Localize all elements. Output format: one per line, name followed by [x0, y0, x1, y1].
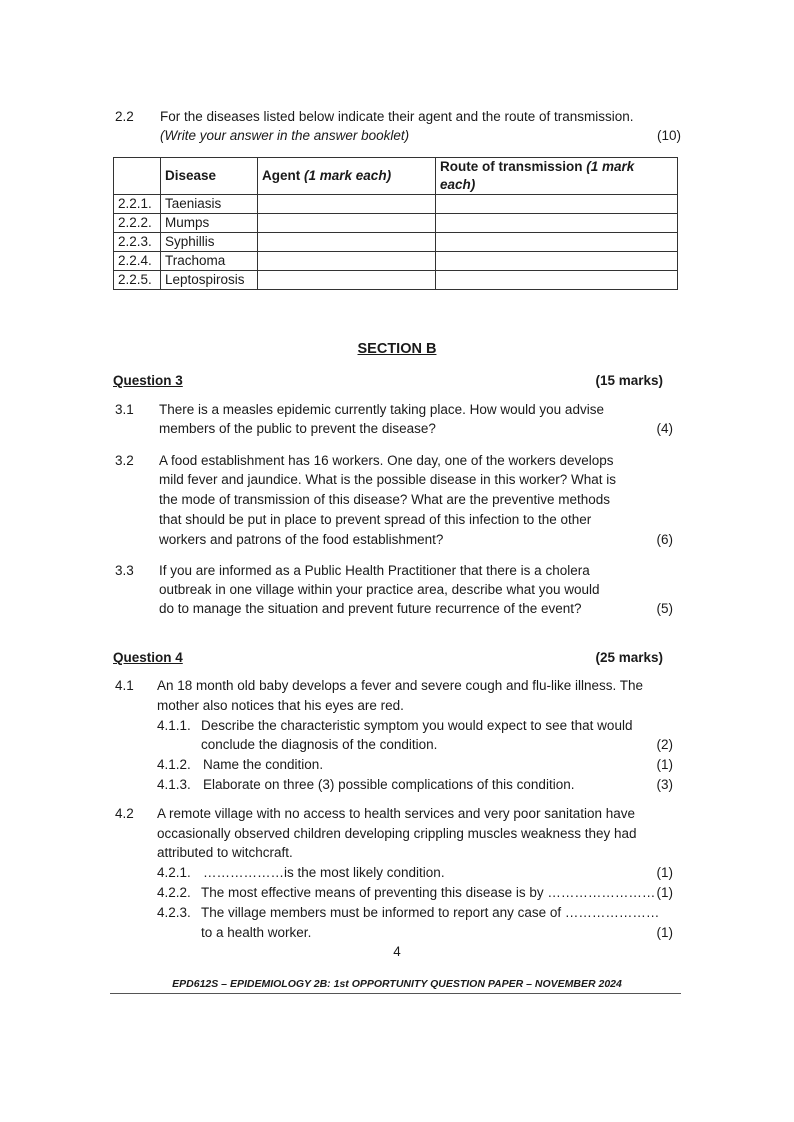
item-marks: (5) [656, 601, 673, 616]
header-agent-note: (1 mark each) [304, 168, 392, 183]
table-row [114, 195, 678, 214]
item-text: If you are informed as a Public Health Practitioner that there is a cholera [159, 563, 590, 578]
row-disease: Taeniasis [161, 195, 258, 214]
sub-text: Name the condition. [203, 757, 324, 772]
item-text: There is a measles epidemic currently taking place. How would you advise [159, 402, 604, 417]
page-number: 4 [393, 944, 401, 959]
header-disease: Disease [161, 158, 258, 195]
agent-cell [258, 271, 436, 290]
sub-number: 4.1.1. [157, 718, 191, 733]
sub-marks: (1) [656, 885, 673, 900]
sub-marks: (1) [656, 865, 673, 880]
sub-text: The village members must be informed to report any case of ………………… [201, 905, 660, 920]
header-route [436, 158, 678, 195]
sub-text: Elaborate on three (3) possible complications of this condition. [203, 777, 575, 792]
marks: (10) [656, 128, 681, 143]
route-cell [436, 233, 678, 252]
row-disease: Mumps [161, 214, 258, 233]
item-marks: (4) [656, 421, 673, 436]
item-text: attributed to witchcraft. [157, 845, 293, 860]
item-number: 3.3 [115, 563, 134, 578]
sub-marks: (1) [656, 757, 673, 772]
item-number: 3.2 [115, 453, 134, 468]
question-4-title: Question 4 [113, 650, 183, 665]
item-text: the mode of transmission of this disease? What are the preventive methods [159, 492, 610, 507]
item-text: do to manage the situation and prevent future recurrence of the event? [159, 601, 582, 616]
route-cell [436, 195, 678, 214]
row-disease: Trachoma [161, 252, 258, 271]
sub-text: ………………is the most likely condition. [203, 865, 445, 880]
row-num: 2.2.3. [114, 233, 161, 252]
table-row [114, 214, 678, 233]
sub-marks: (2) [656, 737, 673, 752]
question-4-marks: (25 marks) [595, 650, 663, 665]
item-number: 4.2 [115, 806, 134, 821]
sub-marks: (3) [656, 777, 673, 792]
table-row [114, 233, 678, 252]
sub-text: to a health worker. [201, 925, 312, 940]
question-text: For the diseases listed below indicate their agent and the route of transmission. [160, 109, 634, 124]
sub-number: 4.2.3. [157, 905, 191, 920]
agent-cell [258, 233, 436, 252]
item-text: that should be put in place to prevent spread of this infection to the other [159, 512, 592, 527]
item-text: A food establishment has 16 workers. One day, one of the workers develops [159, 453, 614, 468]
route-cell [436, 252, 678, 271]
header-route-label: Route of transmission [440, 159, 583, 174]
header-route-note: (1 mark each) [440, 159, 635, 192]
agent-cell [258, 252, 436, 271]
row-num: 2.2.1. [114, 195, 161, 214]
row-num: 2.2.4. [114, 252, 161, 271]
sub-number: 4.2.2. [157, 885, 191, 900]
sub-number: 4.1.3. [157, 777, 191, 792]
sub-marks: (1) [656, 925, 673, 940]
table-row [114, 271, 678, 290]
disease-table [113, 157, 678, 290]
item-number: 4.1 [115, 678, 134, 693]
sub-text: The most effective means of preventing this disease is by …………………… [201, 885, 656, 900]
section-title: SECTION B [357, 341, 437, 357]
item-text: A remote village with no access to health services and very poor sanitation have [157, 806, 636, 821]
agent-cell [258, 214, 436, 233]
footer: EPD612S – EPIDEMIOLOGY 2B: 1st OPPORTUNITY QUESTION PAPER – NOVEMBER 2024 [172, 978, 622, 990]
item-text: mild fever and jaundice. What is the possible disease in this worker? What is [159, 472, 616, 487]
item-text: workers and patrons of the food establishment? [159, 532, 444, 547]
item-marks: (6) [656, 532, 673, 547]
sub-number: 4.1.2. [157, 757, 191, 772]
route-cell [436, 214, 678, 233]
footer-divider [110, 993, 681, 994]
item-text: occasionally observed children developing crippling muscles weakness they had [157, 826, 637, 841]
item-text: An 18 month old baby develops a fever and severe cough and flu-like illness. The [157, 678, 644, 693]
sub-text: conclude the diagnosis of the condition. [201, 737, 438, 752]
row-num: 2.2.2. [114, 214, 161, 233]
row-disease: Leptospirosis [161, 271, 258, 290]
row-disease: Syphillis [161, 233, 258, 252]
sub-number: 4.2.1. [157, 865, 191, 880]
header-agent-label: Agent [262, 168, 301, 183]
item-text: outbreak in one village within your practice area, describe what you would [159, 582, 600, 597]
row-num: 2.2.5. [114, 271, 161, 290]
table-header-row [114, 158, 678, 195]
instruction: (Write your answer in the answer booklet) [160, 128, 410, 143]
header-agent [258, 158, 436, 195]
item-number: 3.1 [115, 402, 134, 417]
question-number: 2.2 [115, 109, 134, 124]
item-text: members of the public to prevent the disease? [159, 421, 436, 436]
table-row [114, 252, 678, 271]
question-3-title: Question 3 [113, 373, 183, 388]
item-text: mother also notices that his eyes are red. [157, 698, 404, 713]
route-cell [436, 271, 678, 290]
question-3-marks: (15 marks) [595, 373, 663, 388]
sub-text: Describe the characteristic symptom you would expect to see that would [201, 718, 633, 733]
header-num [114, 158, 161, 195]
agent-cell [258, 195, 436, 214]
